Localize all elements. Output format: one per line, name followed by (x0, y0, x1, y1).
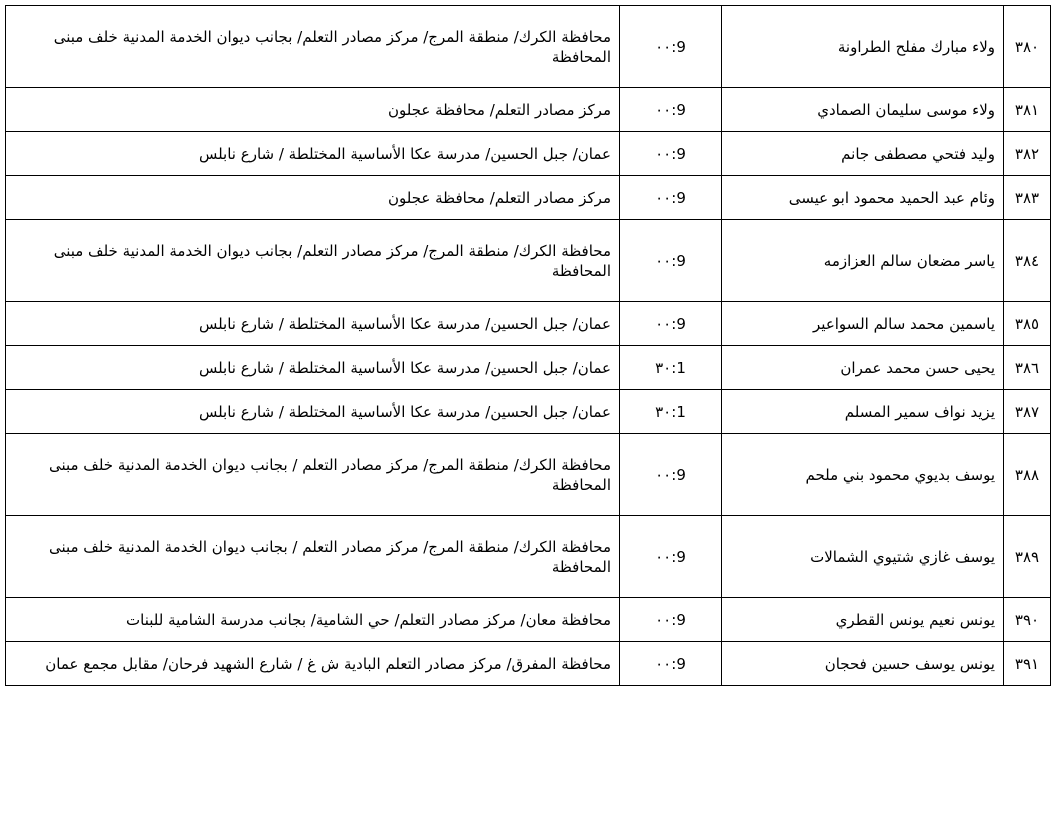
exam-time: 9:٠٠ (620, 176, 722, 220)
schedule-rows (6, 6, 1051, 686)
table-row (6, 132, 1051, 176)
candidate-name: يوسف بديوي محمود بني ملحم (722, 434, 1004, 516)
exam-time: 9:٠٠ (620, 598, 722, 642)
table-row (6, 516, 1051, 598)
exam-location: محافظة الكرك/ منطقة المرج/ مركز مصادر التعلم/ بجانب ديوان الخدمة المدنية خلف مبنى المحافظة (6, 6, 620, 88)
candidate-name: ولاء مبارك مفلح الطراونة (722, 6, 1004, 88)
exam-time: 9:٠٠ (620, 132, 722, 176)
candidate-name: يزيد نواف سمير المسلم (722, 390, 1004, 434)
row-number: ٣٩٠ (1004, 598, 1051, 642)
candidate-name: يحيى حسن محمد عمران (722, 346, 1004, 390)
exam-location: محافظة المفرق/ مركز مصادر التعلم البادية ش غ / شارع الشهيد فرحان/ مقابل مجمع عمان (6, 642, 620, 686)
table-row (6, 302, 1051, 346)
row-number: ٣٨٦ (1004, 346, 1051, 390)
exam-location: عمان/ جبل الحسين/ مدرسة عكا الأساسية المختلطة / شارع نابلس (6, 132, 620, 176)
candidate-name: ياسمين محمد سالم السواعير (722, 302, 1004, 346)
candidate-name: يونس يوسف حسين فحجان (722, 642, 1004, 686)
exam-time: 9:٠٠ (620, 88, 722, 132)
table-row (6, 642, 1051, 686)
candidate-name: ياسر مضعان سالم العزازمه (722, 220, 1004, 302)
exam-location: محافظة الكرك/ منطقة المرج/ مركز مصادر التعلم/ بجانب ديوان الخدمة المدنية خلف مبنى المحافظة (6, 220, 620, 302)
table-row (6, 390, 1051, 434)
exam-time: 9:٠٠ (620, 434, 722, 516)
row-number: ٣٨٩ (1004, 516, 1051, 598)
exam-time: 1:٣٠ (620, 390, 722, 434)
row-number: ٣٨٥ (1004, 302, 1051, 346)
table-row (6, 346, 1051, 390)
exam-location: محافظة معان/ مركز مصادر التعلم/ حي الشامية/ بجانب مدرسة الشامية للبنات (6, 598, 620, 642)
row-number: ٣٨١ (1004, 88, 1051, 132)
table-row (6, 88, 1051, 132)
exam-time: 9:٠٠ (620, 516, 722, 598)
row-number: ٣٨٤ (1004, 220, 1051, 302)
row-number: ٣٨٢ (1004, 132, 1051, 176)
candidate-name: يوسف غازي شتيوي الشمالات (722, 516, 1004, 598)
table-row (6, 598, 1051, 642)
row-number: ٣٨٨ (1004, 434, 1051, 516)
exam-location: عمان/ جبل الحسين/ مدرسة عكا الأساسية المختلطة / شارع نابلس (6, 346, 620, 390)
row-number: ٣٨٧ (1004, 390, 1051, 434)
exam-location: عمان/ جبل الحسين/ مدرسة عكا الأساسية المختلطة / شارع نابلس (6, 390, 620, 434)
exam-time: 9:٠٠ (620, 220, 722, 302)
exam-location: محافظة الكرك/ منطقة المرج/ مركز مصادر التعلم / بجانب ديوان الخدمة المدنية خلف مبنى المحافظة (6, 516, 620, 598)
candidate-name: وئام عبد الحميد محمود ابو عيسى (722, 176, 1004, 220)
exam-location: مركز مصادر التعلم/ محافظة عجلون (6, 88, 620, 132)
exam-time: 9:٠٠ (620, 6, 722, 88)
candidate-name: ولاء موسى سليمان الصمادي (722, 88, 1004, 132)
table-row (6, 434, 1051, 516)
exam-time: 9:٠٠ (620, 302, 722, 346)
candidate-name: يونس نعيم يونس القطري (722, 598, 1004, 642)
row-number: ٣٨٣ (1004, 176, 1051, 220)
table-row (6, 6, 1051, 88)
exam-location: مركز مصادر التعلم/ محافظة عجلون (6, 176, 620, 220)
table-row (6, 176, 1051, 220)
candidate-name: وليد فتحي مصطفى جانم (722, 132, 1004, 176)
exam-time: 9:٠٠ (620, 642, 722, 686)
row-number: ٣٩١ (1004, 642, 1051, 686)
schedule-table (5, 5, 1051, 686)
table-row (6, 220, 1051, 302)
row-number: ٣٨٠ (1004, 6, 1051, 88)
exam-location: محافظة الكرك/ منطقة المرج/ مركز مصادر التعلم / بجانب ديوان الخدمة المدنية خلف مبنى المحافظة (6, 434, 620, 516)
exam-location: عمان/ جبل الحسين/ مدرسة عكا الأساسية المختلطة / شارع نابلس (6, 302, 620, 346)
exam-time: 1:٣٠ (620, 346, 722, 390)
